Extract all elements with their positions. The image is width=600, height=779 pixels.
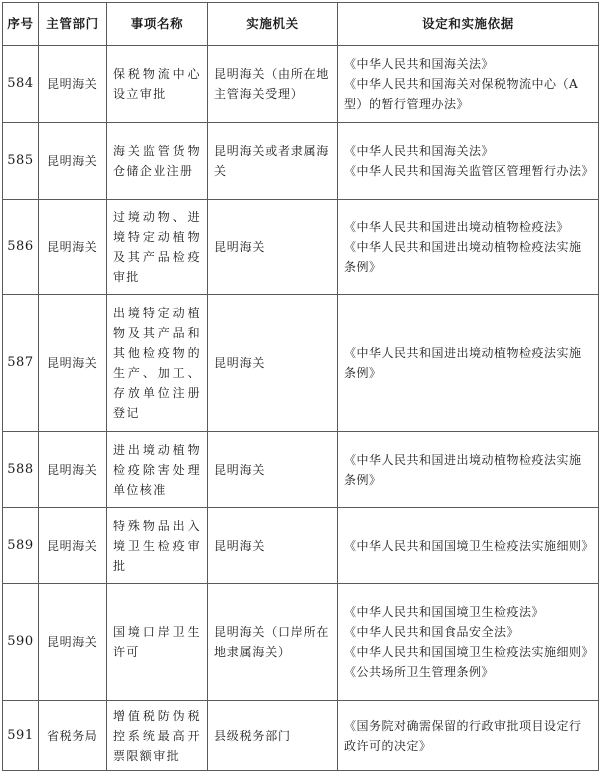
- basis-line: 《中华人民共和国进出境动植物检疫法实施条例》: [344, 452, 582, 487]
- row-item: 增值税防伪税控系统最高开票限额审批: [107, 701, 208, 771]
- basis-line: 《中华人民共和国海关监管区管理暂行办法》: [344, 164, 595, 178]
- header-dept: 主管部门: [39, 3, 107, 46]
- row-basis: [338, 295, 599, 432]
- row-item: 国境口岸卫生许可: [107, 584, 208, 701]
- row-org: 县级税务部门: [208, 701, 338, 771]
- row-basis: [338, 584, 599, 701]
- row-dept: 昆明海关: [39, 584, 107, 701]
- row-item: 进出境动植物检疫除害处理单位核准: [107, 432, 208, 508]
- row-seq: 589: [3, 508, 39, 584]
- row-org: 昆明海关: [208, 432, 338, 508]
- basis-line: 《中华人民共和国进出境动植物检疫法》: [344, 220, 570, 234]
- row-org: 昆明海关（口岸所在地隶属海关）: [208, 584, 338, 701]
- table-row: [3, 432, 599, 508]
- row-org: 昆明海关: [208, 295, 338, 432]
- row-dept: 省税务局: [39, 701, 107, 771]
- row-dept: 昆明海关: [39, 200, 107, 295]
- row-dept: 昆明海关: [39, 46, 107, 123]
- basis-line: 《中华人民共和国进出境动植物检疫法实施条例》: [344, 240, 582, 274]
- header-org: 实施机关: [208, 3, 338, 46]
- row-seq: 587: [3, 295, 39, 432]
- row-item: 特殊物品出入境卫生检疫审批: [107, 508, 208, 584]
- row-dept: 昆明海关: [39, 432, 107, 508]
- table-header-row: [3, 3, 599, 46]
- row-org: 昆明海关: [208, 508, 338, 584]
- row-basis: [338, 200, 599, 295]
- table-row: [3, 200, 599, 295]
- row-seq: 586: [3, 200, 39, 295]
- basis-line: 《中华人民共和国海关法》: [344, 144, 495, 158]
- basis-line: 《中华人民共和国海关对保税物流中心（A型）的暂行管理办法》: [344, 77, 579, 111]
- basis-line: 《中华人民共和国国境卫生检疫法实施细则》: [344, 645, 595, 659]
- basis-line: 《国务院对确需保留的行政审批项目设定行政许可的决定》: [344, 718, 582, 753]
- row-seq: 588: [3, 432, 39, 508]
- header-basis: 设定和实施依据: [338, 3, 599, 46]
- row-basis: [338, 123, 599, 200]
- row-basis: [338, 508, 599, 584]
- row-item: 海关监管货物仓储企业注册: [107, 123, 208, 200]
- row-basis: [338, 46, 599, 123]
- row-item: 保税物流中心设立审批: [107, 46, 208, 123]
- basis-line: 《中华人民共和国食品安全法》: [344, 625, 520, 639]
- row-seq: 591: [3, 701, 39, 771]
- row-org: 昆明海关: [208, 200, 338, 295]
- table-row: [3, 123, 599, 200]
- row-basis: [338, 701, 599, 771]
- basis-line: 《中华人民共和国进出境动植物检疫法实施条例》: [344, 346, 582, 380]
- approval-items-table: [2, 2, 599, 771]
- row-item: 出境特定动植物及其产品和其他检疫物的生产、加工、存放单位注册登记: [107, 295, 208, 432]
- row-seq: 590: [3, 584, 39, 701]
- row-seq: 584: [3, 46, 39, 123]
- basis-line: 《公共场所卫生管理条例》: [344, 665, 495, 679]
- table-row: [3, 46, 599, 123]
- row-dept: 昆明海关: [39, 508, 107, 584]
- table-row: [3, 701, 599, 771]
- basis-line: 《中华人民共和国海关法》: [344, 57, 495, 71]
- basis-line: 《中华人民共和国国境卫生检疫法实施细则》: [344, 538, 595, 553]
- table-row: [3, 295, 599, 432]
- row-org: 昆明海关（由所在地主管海关受理）: [208, 46, 338, 123]
- row-item: 过境动物、进境特定动植物及其产品检疫审批: [107, 200, 208, 295]
- table-row: [3, 508, 599, 584]
- row-dept: 昆明海关: [39, 123, 107, 200]
- basis-line: 《中华人民共和国国境卫生检疫法》: [344, 605, 545, 619]
- row-seq: 585: [3, 123, 39, 200]
- header-item: 事项名称: [107, 3, 208, 46]
- row-basis: [338, 432, 599, 508]
- header-seq: 序号: [3, 3, 39, 46]
- row-org: 昆明海关或者隶属海关: [208, 123, 338, 200]
- table-row: [3, 584, 599, 701]
- row-dept: 昆明海关: [39, 295, 107, 432]
